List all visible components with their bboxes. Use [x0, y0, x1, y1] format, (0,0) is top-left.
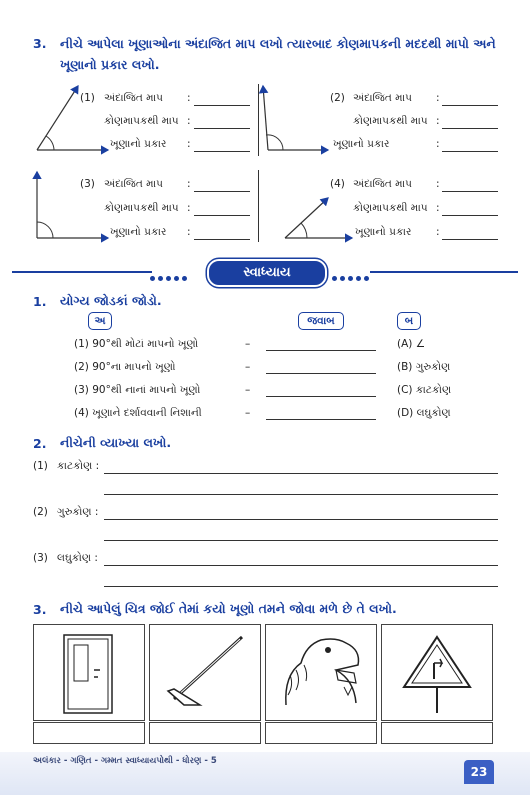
angle-4-number: (4) [330, 178, 345, 190]
section-title: સ્વાધ્યાય [243, 265, 291, 280]
angle-4-estimate-colon: : [436, 178, 440, 190]
angle-2-estimate-field[interactable] [442, 105, 498, 106]
page-number: 23 [470, 765, 488, 779]
match-answer-field-4[interactable] [266, 419, 376, 420]
angle-2-estimate-label: અંદાજિત માપ [353, 92, 412, 104]
definition-3-label: લઘુકોણ : [57, 552, 98, 564]
definition-2-line-1[interactable] [104, 519, 498, 520]
angle-1-type-label: ખૂણાનો પ્રકાર [110, 138, 167, 150]
section-divider-left [12, 271, 152, 273]
match-left-4: (4) ખૂણાને દર્શાવવાની નિશાની [74, 407, 202, 419]
angle-3-number: (3) [80, 178, 95, 190]
question-number: 3. [33, 36, 47, 51]
answer-box-3[interactable] [265, 722, 377, 744]
answer-box-1[interactable] [33, 722, 145, 744]
section-title-badge [207, 259, 327, 287]
q2-text: નીચેની વ્યાખ્યા લખો. [60, 435, 172, 450]
q2-number: 2. [33, 436, 47, 451]
match-dash-1: – [245, 338, 251, 350]
column-header-a: અ [88, 312, 112, 330]
match-answer-field-1[interactable] [266, 350, 376, 351]
q3-bottom-text: નીચે આપેલું ચિત્ર જોઈ તેમાં કયો ખૂણો તમને જોવા મળે છે તે લખો. [60, 601, 397, 616]
match-right-3: (C) કાટકોણ [397, 384, 452, 396]
vertical-divider-top [258, 84, 259, 156]
answer-box-4[interactable] [381, 722, 493, 744]
column-header-answer: જવાબ [298, 312, 344, 330]
column-header-b: બ [397, 312, 421, 330]
angle-1-measure-field[interactable] [194, 128, 250, 129]
definition-1-label: કાટકોણ : [57, 460, 100, 472]
match-right-2: (B) ગુરુકોણ [397, 361, 451, 373]
hippo-icon [266, 625, 376, 720]
angle-1-estimate-colon: : [187, 92, 191, 104]
angle-3-measure-label: કોણમાપકથી માપ [104, 202, 179, 214]
definition-1-number: (1) [33, 460, 48, 472]
angle-3-measure-colon: : [187, 202, 191, 214]
section-dots-left [148, 266, 188, 285]
page-number-badge [464, 760, 494, 784]
angle-2-type-label: ખૂણાનો પ્રકાર [333, 138, 390, 150]
angle-3-figure [37, 172, 108, 238]
answer-box-2[interactable] [149, 722, 261, 744]
hoe-icon [150, 625, 260, 720]
angle-3-estimate-colon: : [187, 178, 191, 190]
angle-1-type-colon: : [187, 138, 191, 150]
vertical-divider-bottom [258, 170, 259, 242]
angle-diagrams [0, 0, 530, 250]
q1-text: યોગ્ય જોડકાં જોડો. [60, 293, 162, 308]
angle-2-type-colon: : [436, 138, 440, 150]
angle-2-estimate-colon: : [436, 92, 440, 104]
match-answer-field-2[interactable] [266, 373, 376, 374]
door-icon [34, 625, 144, 720]
hippo-picture [265, 624, 377, 721]
angle-4-type-colon: : [436, 226, 440, 238]
definition-3-line-2[interactable] [104, 586, 498, 587]
angle-3-measure-field[interactable] [194, 215, 250, 216]
definition-3-line-1[interactable] [104, 565, 498, 566]
match-dash-2: – [245, 361, 251, 373]
angle-4-measure-label: કોણમાપકથી માપ [353, 202, 428, 214]
angle-3-estimate-label: અંદાજિત માપ [104, 178, 163, 190]
angle-4-estimate-label: અંદાજિત માપ [353, 178, 412, 190]
match-answer-field-3[interactable] [266, 396, 376, 397]
q3-bottom-number: 3. [33, 602, 47, 617]
angle-4-type-label: ખૂણાનો પ્રકાર [355, 226, 412, 238]
definition-2-label: ગુરુકોણ : [57, 506, 99, 518]
angle-2-figure [263, 86, 328, 150]
question-text-line1: નીચે આપેલા ખૂણાઓના અંદાજિત માપ લખો ત્યારબાદ કોણમાપકની મદદથી માપો અને [60, 36, 496, 51]
definition-1-line-1[interactable] [104, 473, 498, 474]
angle-1-figure [37, 86, 108, 150]
match-dash-4: – [245, 407, 251, 419]
angle-4-measure-field[interactable] [442, 215, 498, 216]
sign-picture [381, 624, 493, 721]
angle-2-measure-colon: : [436, 115, 440, 127]
match-left-1: (1) 90°થી મોટાં માપનો ખૂણો [74, 338, 199, 350]
door-picture [33, 624, 145, 721]
footer-text: અલંકાર - ગણિત - ગમ્મત સ્વાધ્યાયપોથી - ધોરણ - 5 [33, 756, 217, 766]
match-left-3: (3) 90°થી નાનાં માપનો ખૂણો [74, 384, 201, 396]
angle-1-estimate-field[interactable] [194, 105, 250, 106]
angle-1-number: (1) [80, 92, 95, 104]
match-right-1: (A) ∠ [397, 338, 426, 350]
definition-3-number: (3) [33, 552, 48, 564]
q1-number: 1. [33, 294, 47, 309]
angle-3-estimate-field[interactable] [194, 191, 250, 192]
definition-2-number: (2) [33, 506, 48, 518]
angle-1-type-field[interactable] [194, 151, 250, 152]
road-sign-icon [382, 625, 492, 720]
angle-1-estimate-label: અંદાજિત માપ [104, 92, 163, 104]
match-dash-3: – [245, 384, 251, 396]
definition-2-line-2[interactable] [104, 540, 498, 541]
angle-2-type-field[interactable] [442, 151, 498, 152]
section-divider-right [370, 271, 518, 273]
angle-1-measure-label: કોણમાપકથી માપ [104, 115, 179, 127]
angle-1-measure-colon: : [187, 115, 191, 127]
section-dots-right [330, 266, 370, 285]
angle-2-measure-label: કોણમાપકથી માપ [353, 115, 428, 127]
angle-3-type-field[interactable] [194, 239, 250, 240]
hoe-picture [149, 624, 261, 721]
angle-2-number: (2) [330, 92, 345, 104]
angle-3-type-label: ખૂણાનો પ્રકાર [110, 226, 167, 238]
angle-4-type-field[interactable] [442, 239, 498, 240]
angle-4-estimate-field[interactable] [442, 191, 498, 192]
definition-1-line-2[interactable] [104, 494, 498, 495]
angle-2-measure-field[interactable] [442, 128, 498, 129]
angle-4-figure [285, 198, 352, 238]
match-right-4: (D) લઘુકોણ [397, 407, 451, 419]
question-text-line2: ખૂણાનો પ્રકાર લખો. [60, 57, 160, 72]
angle-4-measure-colon: : [436, 202, 440, 214]
match-left-2: (2) 90°ના માપનો ખૂણો [74, 361, 176, 373]
angle-3-type-colon: : [187, 226, 191, 238]
